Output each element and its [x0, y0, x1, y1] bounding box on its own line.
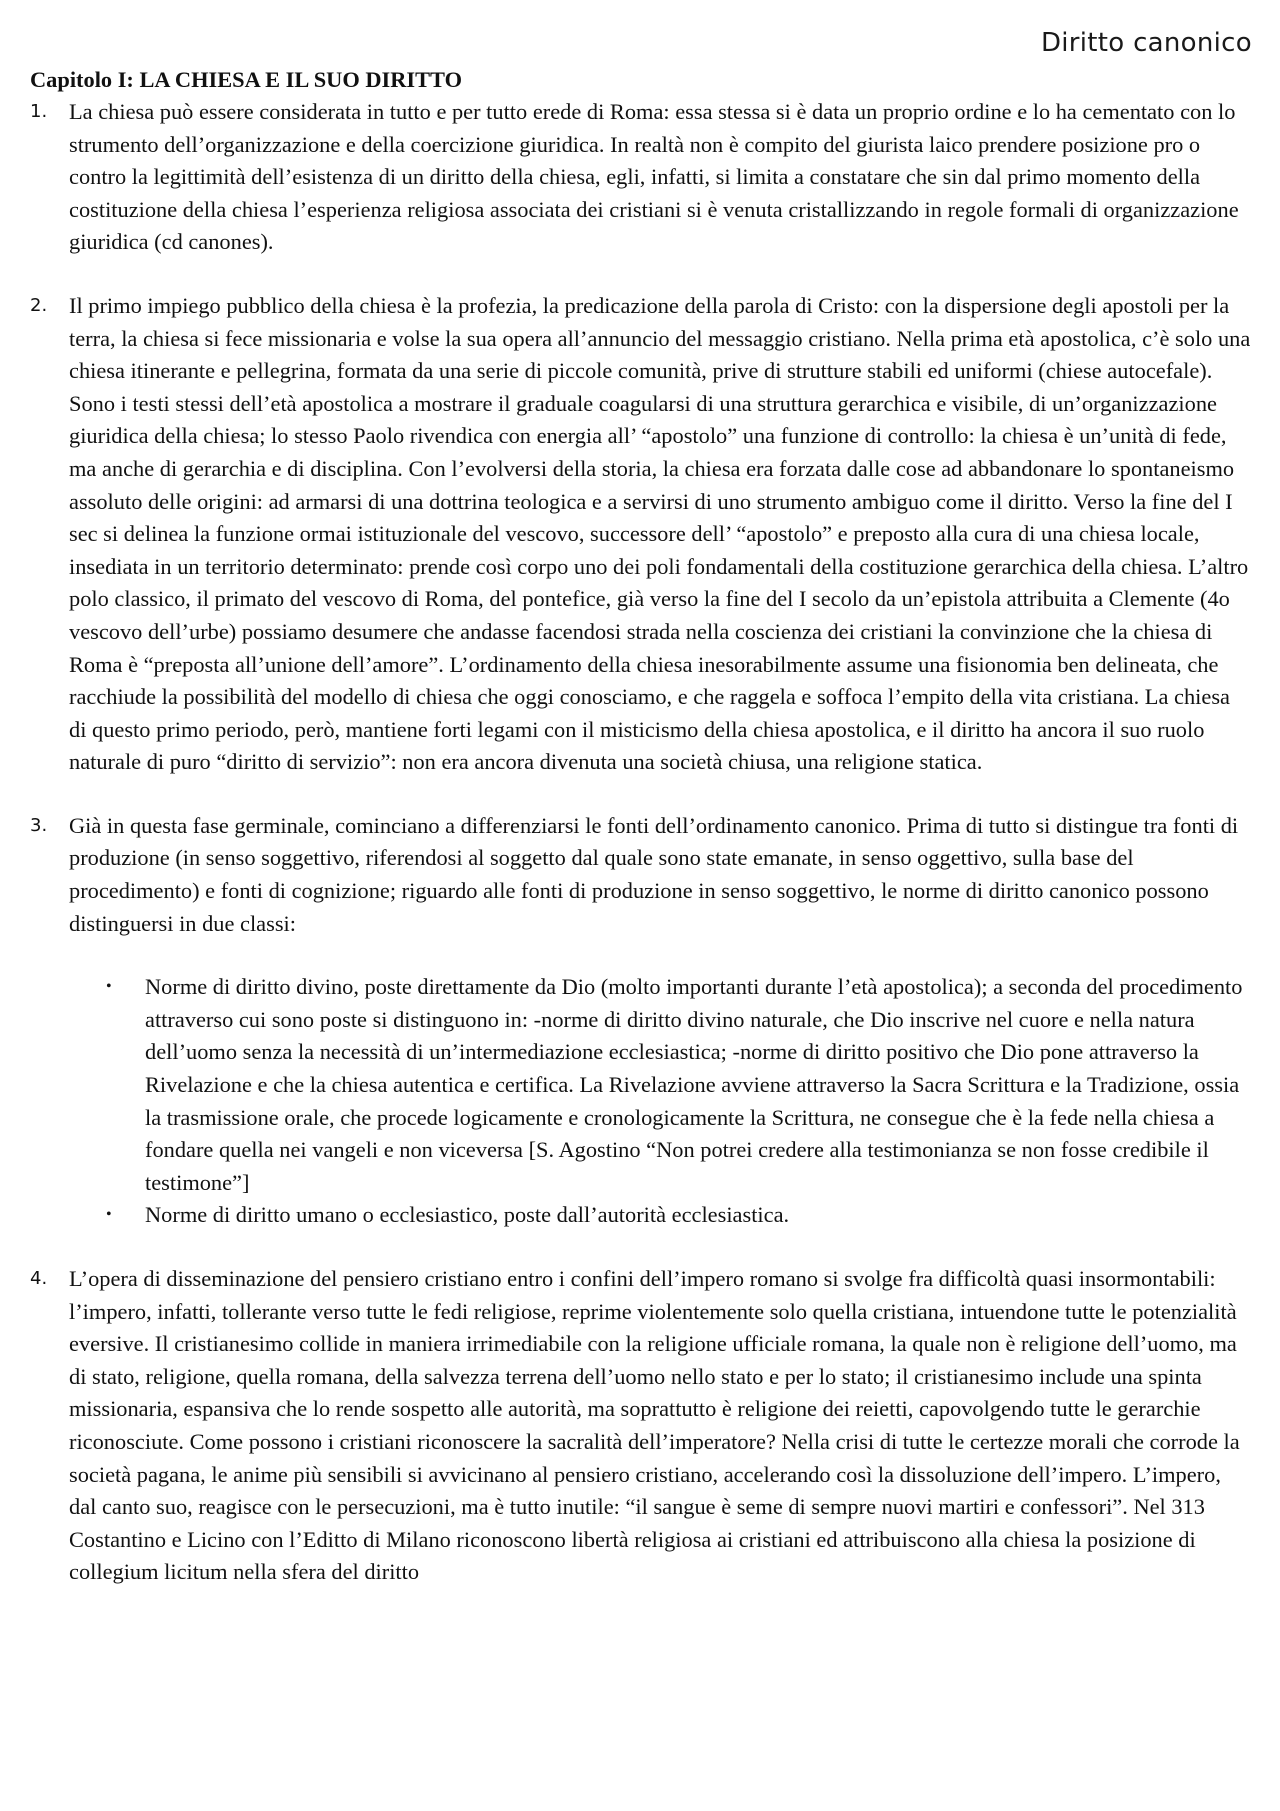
paragraph-number: 4.: [30, 1268, 48, 1289]
paragraph-number: 3.: [30, 814, 48, 836]
paragraph-text: Il primo impiego pubblico della chiesa è la profezia, la predicazione della parola di Cristo: con la dispersione degli apostoli per la terra, la chiesa si fece missionaria e volse la sua opera all’annuncio del messaggio cristiano. Nella prima età apostolica, c’è solo una chiesa itinerante e pellegrina, formata da una serie di piccole comunità, prive di strutture stabili ed uniformi (chiese autocefale). Sono i testi stessi dell’età apostolica a mostrare il graduale coagularsi di una struttura gerarchica e visibile, di un’organizzazione giuridica della chiesa; lo stesso Paolo rivendica con energia all’ “apostolo” una funzione di controllo: la chiesa è un’unità di fede, ma anche di gerarchia e di disciplina. Con l’evolversi della storia, la chiesa era forzata dalle cose ad abbandonare lo spontaneismo assoluto delle origini: ad armarsi di una dottrina teologica e a servirsi di uno strumento ambiguo come il diritto. Verso la fine del I sec si delinea la funzione ormai istituzionale del vescovo, successore dell’ “apostolo” e preposto alla cura di una chiesa locale, insediata in un territorio determinato: prende così corpo uno dei poli fondamentali della costituzione gerarchica della chiesa. L’altro polo classico, il primato del vescovo di Roma, del pontefice, già verso la fine del I secolo da un’epistola attribuita a Clemente (4o vescovo dell’urbe) possiamo desumere che andasse facendosi strada nella coscienza dei cristiani la convinzione che la chiesa di Roma è “preposta all’unione dell’amore”. L’ordinamento della chiesa inesorabilmente assume una fisionomia ben delineata, che racchiude la possibilità del modello di chiesa che oggi conosciamo, e che raggela e soffoca l’empito della vita cristiana. La chiesa di questo primo periodo, però, mantiene forti legami con il misticismo della chiesa apostolica, e il diritto ha ancora il suo ruolo naturale di puro “diritto di servizio”: non era ancora divenuta una società chiusa, una religione statica.: [69, 292, 1251, 775]
paragraph-text: L’opera di disseminazione del pensiero cristiano entro i confini dell’impero romano si svolge fra difficoltà quasi insormontabili: l’impero, infatti, tollerante verso tutte le fedi religiose, reprime violentemente solo quella cristiana, intuendone tutte le potenzialità eversive. Il cristianesimo collide in maniera irrimediabile con la religione ufficiale romana, la quale non è religione dell’uomo, ma di stato, religione, quella romana, della salvezza terrena dell’uomo nello stato e per lo stato; il cristianesimo include una spinta missionaria, espansiva che lo rende sospetto alle autorità, ma soprattutto è religione dei reietti, capovolgendo tutte le gerarchie riconosciute. Come possono i cristiani riconoscere la sacralità dell’imperatore? Nella crisi di tutte le certezze morali che corrode la società pagana, le anime più sensibili si avvicinano al pensiero cristiano, accelerando così la dissoluzione dell’impero. L’impero, dal canto suo, reagisce con le persecuzioni, ma è tutto inutile: “il sangue è seme di sempre nuovi martiri e confessori”. Nel 313 Costantino e Licino con l’Editto di Milano riconoscono libertà religiosa ai cristiani ed attribuiscono alla chiesa la posizione di collegium licitum nella sfera del diritto: [69, 1266, 1240, 1585]
bullet-icon: •: [106, 1206, 112, 1224]
document-body: [30, 64, 1252, 1589]
bullet-list: [69, 971, 1252, 1232]
paragraph-number: 2.: [30, 294, 48, 316]
numbered-paragraph-2: [30, 290, 1252, 779]
running-header: Diritto canonico: [1040, 28, 1252, 58]
paragraph-number: 1.: [30, 101, 48, 122]
numbered-paragraph-3: [30, 810, 1252, 1232]
numbered-paragraph-1: [30, 96, 1252, 259]
bullet-text: Norme di diritto umano o ecclesiastico, poste dall’autorità ecclesiastica.: [145, 1202, 790, 1228]
bullet-icon: •: [106, 978, 112, 996]
paragraph-text: Già in questa fase germinale, cominciano a differenziarsi le fonti dell’ordinamento canonico. Prima di tutto si distingue tra fonti di produzione (in senso soggettivo, riferendosi al soggetto dal quale sono state emanate, in senso oggettivo, sulla base del procedimento) e fonti di cognizione; riguardo alle fonti di produzione in senso soggettivo, le norme di diritto canonico possono distinguersi in due classi:: [69, 812, 1239, 936]
chapter-title: Capitolo I: LA CHIESA E IL SUO DIRITTO: [30, 67, 462, 92]
bullet-item: [106, 971, 1252, 1199]
bullet-text: Norme di diritto divino, poste direttamente da Dio (molto importanti durante l’età apostolica); a seconda del procedimento attraverso cui sono poste si distinguono in: -norme di diritto divino naturale, che Dio inscrive nel cuore e nella natura dell’uomo senza la necessità di un’intermediazione ecclesiastica; -norme di diritto positivo che Dio pone attraverso la Rivelazione e che la chiesa autentica e certifica. La Rivelazione avviene attraverso la Sacra Scrittura e la Tradizione, ossia la trasmissione orale, che procede logicamente e cronologicamente la Scrittura, ne consegue che è la fede nella chiesa a fondare quella nei vangeli e non viceversa [S. Agostino “Non potrei credere alla testimonianza se non fosse credibile il testimone”]: [145, 974, 1243, 1195]
bullet-item: [106, 1199, 1252, 1232]
paragraph-text: La chiesa può essere considerata in tutto e per tutto erede di Roma: essa stessa si è data un proprio ordine e lo ha cementato con lo strumento dell’organizzazione e della coercizione giuridica. In realtà non è compito del giurista laico prendere posizione pro o contro la legittimità dell’esistenza di un diritto della chiesa, egli, infatti, si limita a constatare che sin dal primo momento della costituzione della chiesa l’esperienza religiosa associata dei cristiani si è venuta cristallizzando in regole formali di organizzazione giuridica (cd canones).: [69, 99, 1239, 255]
numbered-paragraph-4: [30, 1263, 1252, 1589]
